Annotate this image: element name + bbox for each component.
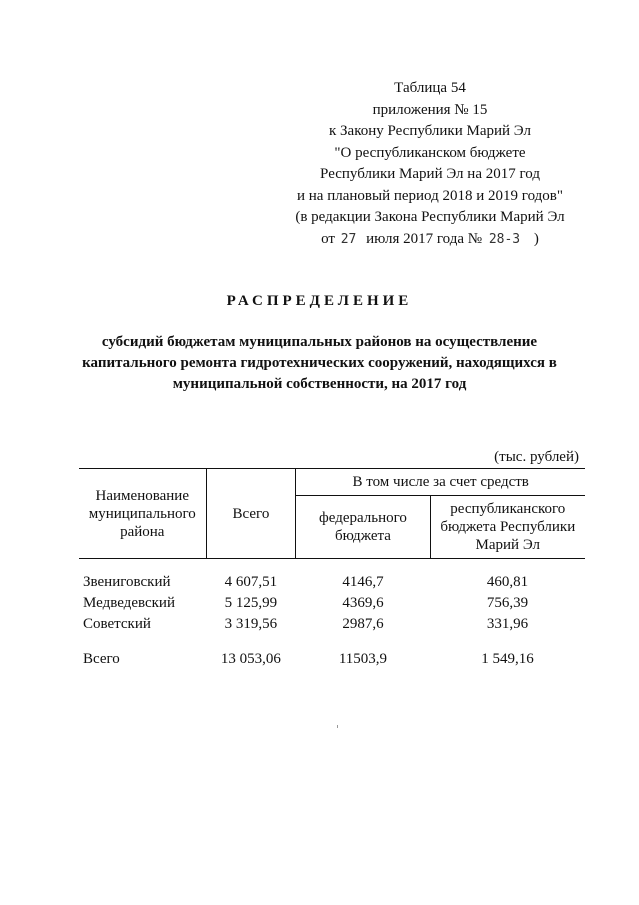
- cell-republic: 331,96: [486, 615, 529, 632]
- header-line-appendix: приложения № 15: [372, 101, 488, 118]
- cell-federal: 11503,9: [338, 650, 388, 667]
- subtitle-line-3: муниципальной собственности, на 2017 год: [172, 376, 467, 392]
- document-subtitle: [60, 332, 579, 395]
- cell-republic: 756,39: [486, 594, 529, 611]
- header-line-law-title-2: Республики Марий Эл на 2017 год: [320, 166, 540, 182]
- units-label: (тыс. рублей): [494, 449, 579, 465]
- table-row: [79, 559, 585, 593]
- cell-name: Звениговский: [83, 573, 171, 590]
- header-line-date: [270, 229, 590, 251]
- header-line-law-title-3: и на плановый период 2018 и 2019 годов": [297, 187, 563, 204]
- table-row: [79, 592, 585, 613]
- header-line-law-title-1: "О республиканском бюджете: [334, 144, 526, 161]
- table-row: [79, 613, 585, 634]
- header-name: Наименование муниципального района: [79, 469, 206, 559]
- date-suffix: ): [533, 230, 539, 247]
- cell-federal: 2987,6: [342, 615, 384, 632]
- handwritten-law-number: 28-З: [488, 231, 521, 247]
- header-federal: федерального бюджета: [296, 496, 430, 559]
- document-title: РАСПРЕДЕЛЕНИЕ: [226, 293, 413, 309]
- cell-federal: 4369,6: [342, 594, 384, 611]
- cell-name: Всего: [83, 650, 120, 667]
- cell-republic: 1 549,16: [481, 650, 534, 667]
- distribution-table: [79, 468, 585, 669]
- cell-total: 5 125,99: [224, 594, 278, 611]
- cell-total: 13 053,06: [220, 650, 281, 667]
- date-prefix: от: [321, 230, 335, 247]
- total-row: [79, 648, 585, 669]
- header-republic: республиканского бюджета Республики Марий Эл: [430, 496, 585, 559]
- cell-republic: 460,81: [486, 573, 529, 590]
- subtitle-line-2: капитального ремонта гидротехнических сооружений, находящихся в: [82, 355, 557, 371]
- header-line-table-number: Таблица 54: [394, 80, 466, 96]
- header-group: В том числе за счет средств: [296, 469, 585, 496]
- cell-name: Медведевский: [83, 594, 175, 611]
- cell-federal: 4146,7: [342, 573, 384, 590]
- subtitle-line-1: субсидий бюджетам муниципальных районов на осуществление: [101, 334, 538, 350]
- spacer-row: [79, 634, 585, 648]
- handwritten-day: 27: [340, 231, 357, 247]
- cell-name: Советский: [83, 615, 151, 632]
- date-middle: июля 2017 года №: [366, 230, 483, 247]
- header-total: Всего: [206, 469, 296, 559]
- header-line-edition: (в редакции Закона Республики Марий Эл: [295, 209, 565, 225]
- cell-total: 3 319,56: [224, 615, 278, 632]
- header-line-law: к Закону Республики Марий Эл: [328, 123, 531, 139]
- cell-total: 4 607,51: [224, 573, 278, 590]
- scan-speck: [337, 725, 338, 728]
- document-header: [270, 78, 590, 250]
